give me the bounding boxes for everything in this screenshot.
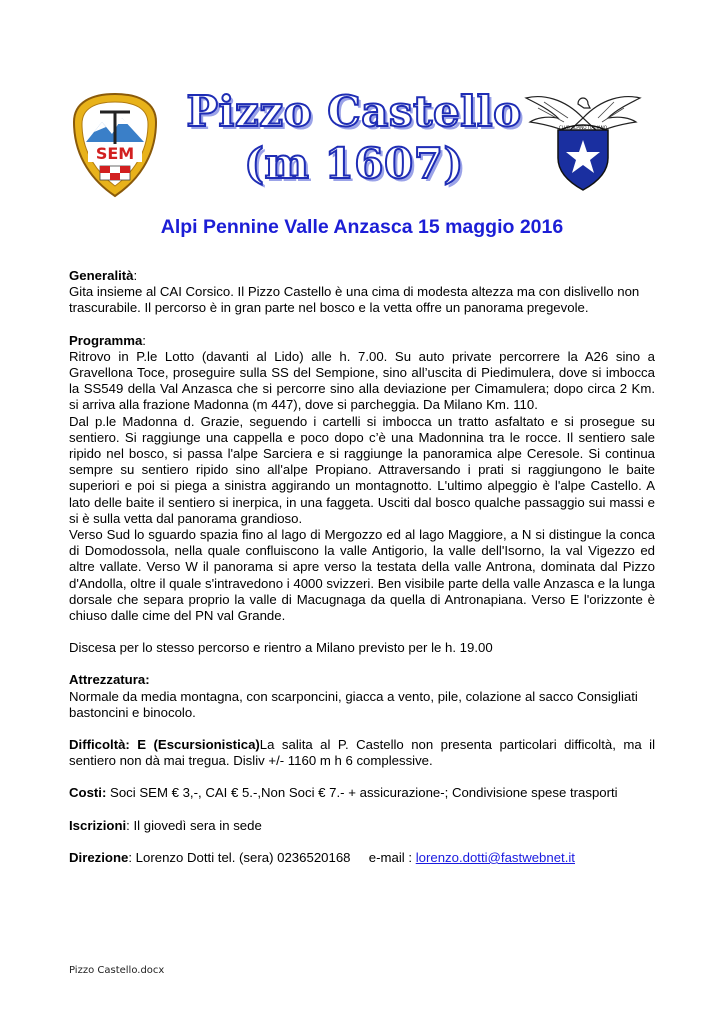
attrezzatura-text: Normale da media montagna, con scarponcini, giacca a vento, pile, colazione al sacco Consigliati bastoncini e binocolo. [69,688,638,720]
direzione-label: Direzione [69,849,129,865]
direzione-text: : Lorenzo Dotti tel. (sera) 0236520168 e-mail : [128,849,416,865]
email-link[interactable]: lorenzo.dotti@fastwebnet.it [415,849,575,865]
generalita-text: Gita insieme al CAI Corsico. Il Pizzo Castello è una cima di modesta altezza ma con dislivello non trascurabile. Il percorso è in gran parte nel bosco e la vetta offre un panorama pregevole. [69,284,640,316]
page-title: Pizzo Castello [186,87,522,136]
costi-label: Costi: [69,785,107,801]
generalita-colon: : [133,268,138,283]
costi-paragraph [69,785,655,801]
cai-logo [524,88,642,192]
difficolta-paragraph [69,737,655,769]
cai-logo-text: CLUB ALPINO ITALIANO [558,125,608,130]
attrezzatura-heading: Attrezzatura: [69,672,150,688]
discesa-text: Discesa per lo stesso percorso e rientro a Milano previsto per le h. 19.00 [69,640,493,656]
document-body [69,268,655,866]
iscrizioni-label: Iscrizioni [69,817,127,833]
programma-colon: : [142,332,146,348]
programma-paragraph-2: Dal p.le Madonna d. Grazie, seguendo i cartelli si imbocca un tratto asfaltato e si prosegue su sentiero. Si raggiunge una cappella e poco dopo c’è una Madonnina tra le rocce. Il sentiero sale ripido nel bosco, si passa l'alpe Sarciera e si raggiunge la panoramica alpe Ceresole. Si continua sempre su sentiero ripido sino all'alpe Propiano. Attraversando i prati si raggiungono le baite superiori e poi si piega a sinistra aggirando un montagnotto. L'ultimo alpeggio è l'alpe Castello. A lato delle baite il sentiero si inerpica, in una faggeta. Usciti dal bosco qualche passaggio sui massi e si è sulla vetta dal panorama grandioso. [69,413,655,526]
page-title-elevation: (m 1607) [244,139,464,188]
generalita-label: Generalità [69,268,134,283]
page-subtitle: Alpi Pennine Valle Anzasca 15 maggio 2016 [160,216,564,238]
sem-logo-text: SEM [95,144,135,163]
programma-paragraph-1: Ritrovo in P.le Lotto (davanti al Lido) alle h. 7.00. Su auto private percorrere la A26 sino a Gravellona Toce, proseguire sulla SS del Sempione, sino all’uscita di Piedimulera, dove si imbocca la SS549 della Val Anzasca che si percorre sino alla deviazione per Cimamulera; dopo circa 2 Km. si arriva alla frazione Madonna (m 447), dove si parcheggia. Da Milano Km. 110. [69,348,655,413]
footer-filename: Pizzo Castello.docx [69,965,165,976]
programma-label: Programma [69,332,143,348]
iscrizioni-text: : Il giovedì sera in sede [126,817,262,833]
section-programma-heading [69,333,655,349]
programma-paragraph-3: Verso Sud lo sguardo spazia fino al lago di Mergozzo ed al lago Maggiore, a N si distingue la conca di Domodossola, nella quale confluiscono la valle Antigorio, la valle dell'Isorno, la val Vigezzo ed altre vallate. Verso W il panorama si apre verso la testata della valle Antrona, dominata dal Pizzo d'Andolla, oltre il quale s'intravedono i 4000 svizzeri. Ben visibile parte della valle Anzasca e la lunga dorsale che separa proprio la valle di Macugnaga da quella di Antronapiana. Verso E l'orizzonte è chiuso dalle cime del PN val Grande. [69,527,655,624]
sem-logo [70,92,160,198]
difficolta-text: La salita al P. Castello non presenta particolari difficoltà, ma il sentiero non dà mai tregua. Disliv +/- 1160 m h 6 complessive. [69,737,655,769]
direzione-paragraph [69,850,655,866]
iscrizioni-paragraph [69,818,655,834]
difficolta-label: Difficoltà: E (Escursionistica) [69,737,260,753]
costi-text: Soci SEM € 3,-, CAI € 5.-,Non Soci € 7.- + assicurazione-; Condivisione spese trasporti [106,785,618,801]
section-generalita-heading [69,268,655,284]
title-block [170,86,538,190]
